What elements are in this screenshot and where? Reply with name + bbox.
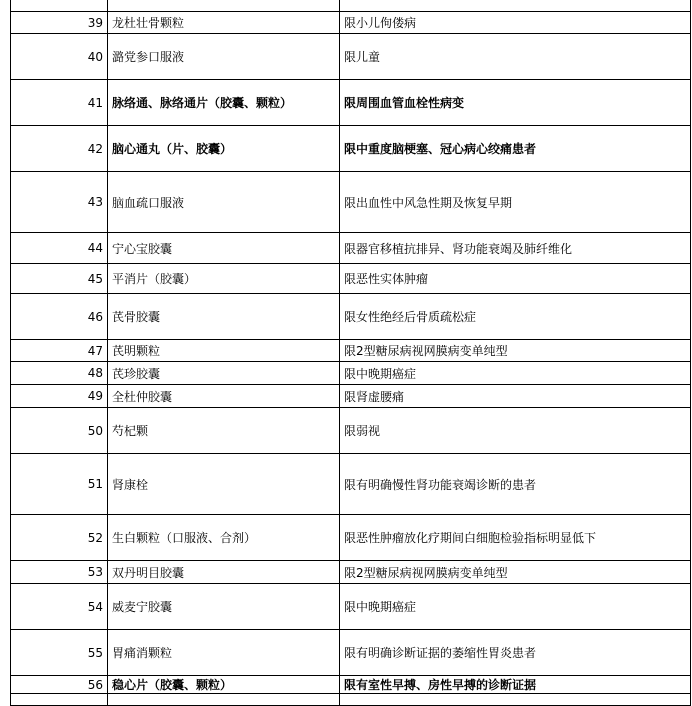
cell-no: 50 — [11, 408, 108, 454]
cell-drug-name: 芍杞颗 — [108, 408, 340, 454]
table-row — [11, 126, 691, 172]
table-row — [11, 80, 691, 126]
cell-empty — [340, 694, 691, 706]
cell-restriction: 限有室性早搏、房性早搏的诊断证据 — [340, 676, 691, 694]
cell-no: 41 — [11, 80, 108, 126]
cell-drug-name: 生白颗粒（口服液、合剂） — [108, 515, 340, 561]
cell-no: 53 — [11, 561, 108, 584]
table-row — [11, 340, 691, 362]
cell-empty — [11, 694, 108, 706]
cell-drug-name: 芪明颗粒 — [108, 340, 340, 362]
cell-drug-name: 平消片（胶囊） — [108, 264, 340, 294]
cell-restriction: 限肾虚腰痛 — [340, 385, 691, 408]
cell-restriction: 限恶性实体肿瘤 — [340, 264, 691, 294]
cell-restriction: 限中晚期癌症 — [340, 584, 691, 630]
cell-drug-name: 潞党参口服液 — [108, 34, 340, 80]
cell-restriction: 限恶性肿瘤放化疗期间白细胞检验指标明显低下 — [340, 515, 691, 561]
table-row — [11, 12, 691, 34]
cell-no: 52 — [11, 515, 108, 561]
cell-no: 46 — [11, 294, 108, 340]
cell-no: 43 — [11, 172, 108, 233]
cell-no: 48 — [11, 362, 108, 385]
cell-no — [11, 0, 108, 12]
table-row — [11, 233, 691, 264]
table-body — [11, 0, 691, 706]
cell-restriction: 限2型糖尿病视网膜病变单纯型 — [340, 340, 691, 362]
table-row — [11, 362, 691, 385]
table-row — [11, 264, 691, 294]
cell-restriction: 限出血性中风急性期及恢复早期 — [340, 172, 691, 233]
cell-empty — [108, 694, 340, 706]
cell-no: 56 — [11, 676, 108, 694]
cell-drug-name: 双丹明目胶囊 — [108, 561, 340, 584]
table-row — [11, 408, 691, 454]
table-row-partial-top — [11, 0, 691, 12]
cell-drug-name: 芪珍胶囊 — [108, 362, 340, 385]
cell-drug-name: 肾康栓 — [108, 454, 340, 515]
cell-restriction: 限儿童 — [340, 34, 691, 80]
table-row — [11, 630, 691, 676]
cell-restriction: 限周围血管血栓性病变 — [340, 80, 691, 126]
cell-drug-name: 稳心片（胶囊、颗粒） — [108, 676, 340, 694]
cell-drug-name: 威麦宁胶囊 — [108, 584, 340, 630]
cell-no: 54 — [11, 584, 108, 630]
table-row — [11, 454, 691, 515]
cell-no: 39 — [11, 12, 108, 34]
table-row — [11, 515, 691, 561]
cell-restriction: 限有明确慢性肾功能衰竭诊断的患者 — [340, 454, 691, 515]
drug-restriction-table — [10, 0, 691, 706]
table-row — [11, 34, 691, 80]
cell-drug-name: 芪骨胶囊 — [108, 294, 340, 340]
cell-no: 44 — [11, 233, 108, 264]
cell-restriction: 限有明确诊断证据的萎缩性胃炎患者 — [340, 630, 691, 676]
table-row — [11, 172, 691, 233]
cell-no: 42 — [11, 126, 108, 172]
cell-no: 40 — [11, 34, 108, 80]
cell-restriction: 限2型糖尿病视网膜病变单纯型 — [340, 561, 691, 584]
table-row — [11, 385, 691, 408]
cell-restriction: 限女性绝经后骨质疏松症 — [340, 294, 691, 340]
cell-no: 47 — [11, 340, 108, 362]
cell-drug-name: 龙杜壮骨颗粒 — [108, 12, 340, 34]
cell-restriction: 限器官移植抗排异、肾功能衰竭及肺纤维化 — [340, 233, 691, 264]
cell-restriction: 限小儿佝偻病 — [340, 12, 691, 34]
cell-drug-name: 脑心通丸（片、胶囊） — [108, 126, 340, 172]
cell-restriction: 限弱视 — [340, 408, 691, 454]
cell-no: 49 — [11, 385, 108, 408]
table-row — [11, 294, 691, 340]
cell-drug-name: 脑血疏口服液 — [108, 172, 340, 233]
cell-drug-name: 脉络通、脉络通片（胶囊、颗粒） — [108, 80, 340, 126]
cell-name — [108, 0, 340, 12]
cell-no: 55 — [11, 630, 108, 676]
cell-drug-name: 胃痛消颗粒 — [108, 630, 340, 676]
table-row — [11, 561, 691, 584]
cell-no: 51 — [11, 454, 108, 515]
cell-drug-name: 宁心宝胶囊 — [108, 233, 340, 264]
table-row — [11, 584, 691, 630]
table-row — [11, 676, 691, 694]
cell-no: 45 — [11, 264, 108, 294]
table-row-partial-bottom — [11, 694, 691, 706]
cell-restriction: 限中重度脑梗塞、冠心病心绞痛患者 — [340, 126, 691, 172]
cell-restriction: 限中晚期癌症 — [340, 362, 691, 385]
cell-drug-name: 全杜仲胶囊 — [108, 385, 340, 408]
cell-limit — [340, 0, 691, 12]
